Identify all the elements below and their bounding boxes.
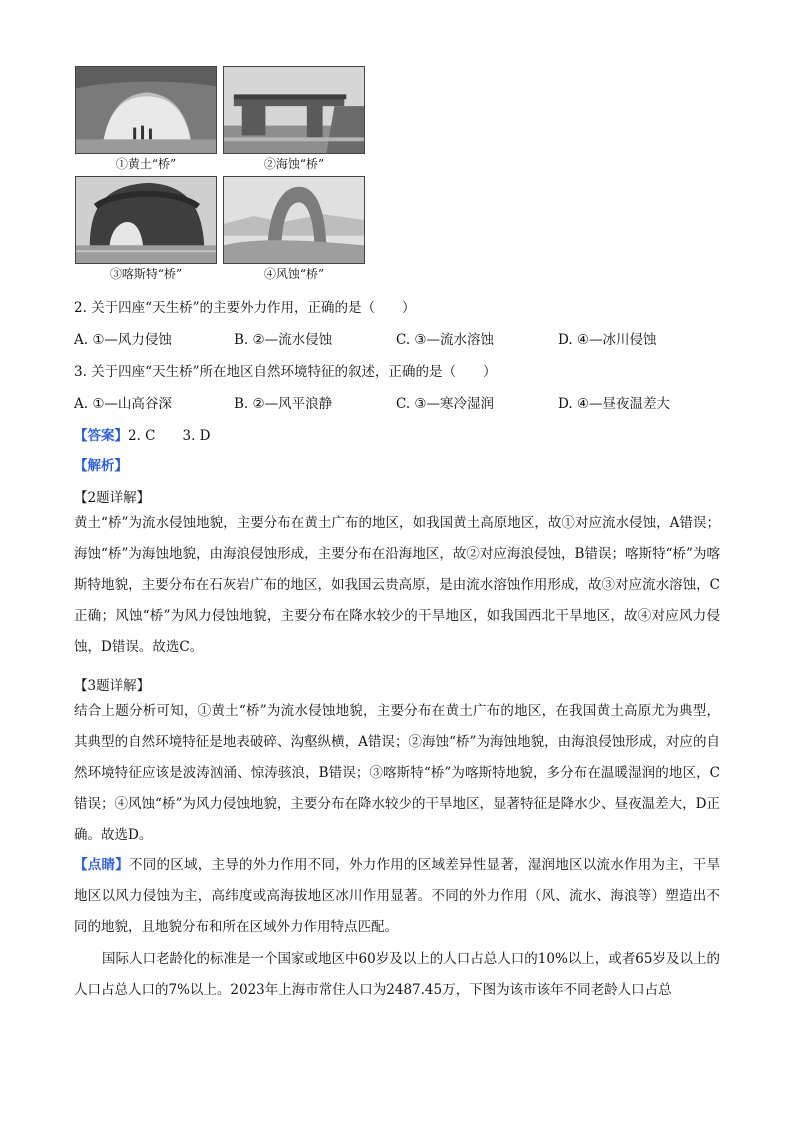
detail-3-body: 结合上题分析可知，①黄土“桥”为流水侵蚀地貌，主要分布在黄土广布的地区，在我国黄土高原尤为典型，其典型的自然环境特征是地表破碎、沟壑纵横，A错误；②海蚀“桥”为海蚀地貌，由海浪侵蚀形成，对应的自然环境特征应该是波涛汹涌、惊涛骇浪，B错误；③喀斯特“桥”为喀斯特地貌，多分布在温暖湿润的地区，C错误；④风蚀“桥”为风力侵蚀地貌，主要分布在降水较少的干旱地区，显著特征是降水少、昼夜温差大，D正确。故选D。 <box>74 703 720 843</box>
photo-sea-arch <box>223 66 365 172</box>
next-question-intro: 国际人口老龄化的标准是一个国家或地区中60岁及以上的人口占总人口的10%以上，或者65岁及以上的人口占总人口的7%以上。2023年上海市常住人口为2487.45万，下图为该市该年不同老龄人口占总 <box>74 951 720 998</box>
detail-2-title: 【2题详解】 <box>74 490 151 506</box>
answer-line <box>74 424 211 444</box>
analysis-tag: 【解析】 <box>74 458 128 474</box>
q3-option-d: D. ④—昼夜温差大 <box>558 396 671 412</box>
detail-2-body: 黄土“桥”为流水侵蚀地貌，主要分布在黄土广布的地区，如我国黄土高原地区，故①对应流水侵蚀，A错误；海蚀“桥”为海蚀地貌，由海浪侵蚀形成，主要分布在沿海地区，故②对应海浪侵蚀，B错误；喀斯特“桥”为喀斯特地貌，主要分布在石灰岩广布的地区，如我国云贵高原，是由流水溶蚀作用形成，故③对应流水溶蚀，C正确；风蚀“桥”为风力侵蚀地貌，主要分布在降水较少的干旱地区，如我国西北干旱地区，故④对应风力侵蚀，D错误。故选C。 <box>74 515 720 655</box>
answer-tag: 【答案】 <box>74 428 128 444</box>
q2-option-d: D. ④—冰川侵蚀 <box>558 332 657 348</box>
sea-arch-image <box>223 66 365 154</box>
q2-option-a: A. ①—风力侵蚀 <box>74 332 172 348</box>
analysis-heading <box>74 454 128 474</box>
answer-text: 2. C 3. D <box>128 428 211 444</box>
photo-loess-bridge <box>75 66 217 172</box>
question-3-stem: 3. 关于四座“天生桥”所在地区自然环境特征的叙述，正确的是（ ） <box>74 364 497 380</box>
caption-wind-arch: ④风蚀“桥” <box>263 267 325 281</box>
caption-sea-arch: ②海蚀“桥” <box>263 157 325 171</box>
detail-3-title: 【3题详解】 <box>74 678 151 694</box>
karst-bridge-image <box>75 176 217 264</box>
wind-arch-image <box>223 176 365 264</box>
q3-option-a: A. ①—山高谷深 <box>74 396 172 412</box>
photo-karst-bridge <box>75 176 217 282</box>
loess-bridge-image <box>75 66 217 154</box>
q3-option-c: C. ③—寒冷湿润 <box>396 396 495 412</box>
q2-option-b: B. ②—流水侵蚀 <box>234 332 333 348</box>
q3-option-b: B. ②—风平浪静 <box>234 396 333 412</box>
caption-loess-bridge: ①黄土“桥” <box>115 157 177 171</box>
note-body: 不同的区域，主导的外力作用不同，外力作用的区域差异性显著，湿润地区以流水作用为主，干旱地区以风力侵蚀为主，高纬度或高海拔地区冰川作用显著。不同的外力作用（风、流水、海浪等）塑造出不同的地貌，且地貌分布和所在区域外力作用特点匹配。 <box>74 857 720 935</box>
photo-wind-arch <box>223 176 365 282</box>
note-paragraph <box>74 850 720 943</box>
note-tag: 【点睛】 <box>74 857 129 873</box>
question-2-stem: 2. 关于四座“天生桥”的主要外力作用，正确的是（ ） <box>74 300 416 316</box>
q2-option-c: C. ③—流水溶蚀 <box>396 332 495 348</box>
caption-karst-bridge: ③喀斯特“桥” <box>109 267 183 281</box>
